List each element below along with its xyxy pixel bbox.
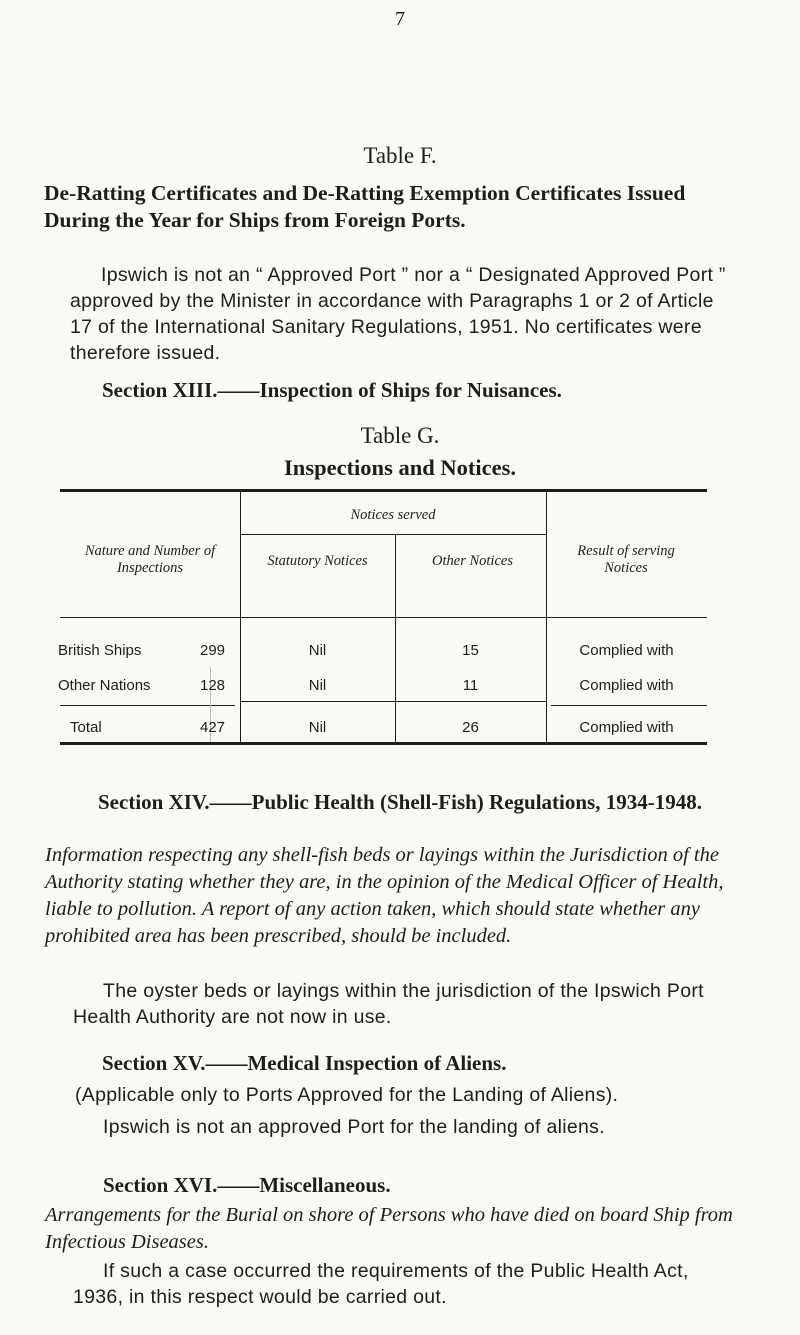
- section-xv-note: (Applicable only to Ports Approved for the Landing of Aliens).: [75, 1084, 619, 1106]
- section-xiv-body: The oyster beds or layings within the jurisdiction of the Ipswich Port Health Authority are not now in use.: [73, 980, 704, 1028]
- header-other: Other Notices: [432, 553, 513, 569]
- table-g-subtitle: Inspections and Notices.: [284, 455, 516, 480]
- row-1-number: 299: [200, 642, 226, 659]
- inspections-table: [60, 489, 707, 745]
- row-1-other: 15: [462, 642, 479, 659]
- row-2-nature: Other Nations: [58, 677, 151, 694]
- total-rule-2: [240, 701, 546, 702]
- section-xvi-body: If such a case occurred the requirements of the Public Health Act, 1936, in this respect would be carried out.: [73, 1260, 689, 1308]
- table-g-title: Table G.: [360, 423, 440, 448]
- table-bottom-rule: [60, 742, 707, 745]
- table-top-rule: [60, 489, 707, 492]
- table-f-heading: De-Ratting Certificates and De-Ratting Exemption Certificates Issued During the Year for Ships from Foreign Ports.: [44, 181, 686, 232]
- header-result: Result of serving Notices: [577, 543, 675, 576]
- col-divider-1: [240, 492, 241, 742]
- section-xvi-heading: Section XVI.——Miscellaneous.: [103, 1173, 391, 1197]
- header-notices-served: Notices served: [350, 507, 436, 523]
- total-rule-1: [60, 705, 235, 706]
- row-2-statutory: Nil: [308, 677, 327, 694]
- row-2-other: 11: [462, 677, 479, 694]
- page-number: 7: [395, 8, 405, 30]
- section-xiii-heading: Section XIII.——Inspection of Ships for Nuisances.: [102, 378, 562, 402]
- total-other: 26: [462, 719, 479, 736]
- row-1-nature: British Ships: [58, 642, 142, 659]
- section-xiv-heading: Section XIV.——Public Health (Shell-Fish) Regulations, 1934-1948.: [98, 790, 702, 814]
- section-xv-body: Ipswich is not an approved Port for the landing of aliens.: [103, 1116, 605, 1138]
- row-2-result: Complied with: [579, 677, 674, 694]
- header-statutory: Statutory Notices: [267, 553, 368, 569]
- section-xvi-italic: Arrangements for the Burial on shore of Persons who have died on board Ship from Infectious Diseases.: [45, 1204, 733, 1253]
- header-rule: [60, 617, 707, 618]
- notices-subrule: [240, 534, 546, 535]
- col-divider-3: [546, 492, 547, 742]
- col-divider-2: [395, 535, 396, 742]
- total-number: 427: [200, 719, 226, 736]
- total-result: Complied with: [579, 719, 674, 736]
- table-f-title: Table F.: [363, 143, 437, 168]
- section-xv-heading: Section XV.——Medical Inspection of Aliens.: [102, 1051, 507, 1075]
- section-xiv-italic: Information respecting any shell-fish beds or layings within the Jurisdiction of the Authority stating whether they are, in the opinion of the Medical Officer of Health, liable to pollution. A report of any action taken, which should state whether any prohibited area has been prescribed, should be included.: [45, 844, 724, 947]
- header-nature: Nature and Number of Inspections: [84, 543, 216, 576]
- total-label: Total: [70, 719, 102, 736]
- row-1-statutory: Nil: [308, 642, 327, 659]
- row-2-number: 128: [200, 677, 226, 694]
- total-statutory: Nil: [308, 719, 327, 736]
- row-1-result: Complied with: [579, 642, 674, 659]
- total-rule-3: [551, 705, 707, 706]
- table-f-body: Ipswich is not an “ Approved Port ” nor a “ Designated Approved Port ” approved by the Minister in accordance with Paragraphs 1 or 2 of Article 17 of the International Sanitary Regulations, 1951. No certificates were therefore issued.: [70, 264, 726, 364]
